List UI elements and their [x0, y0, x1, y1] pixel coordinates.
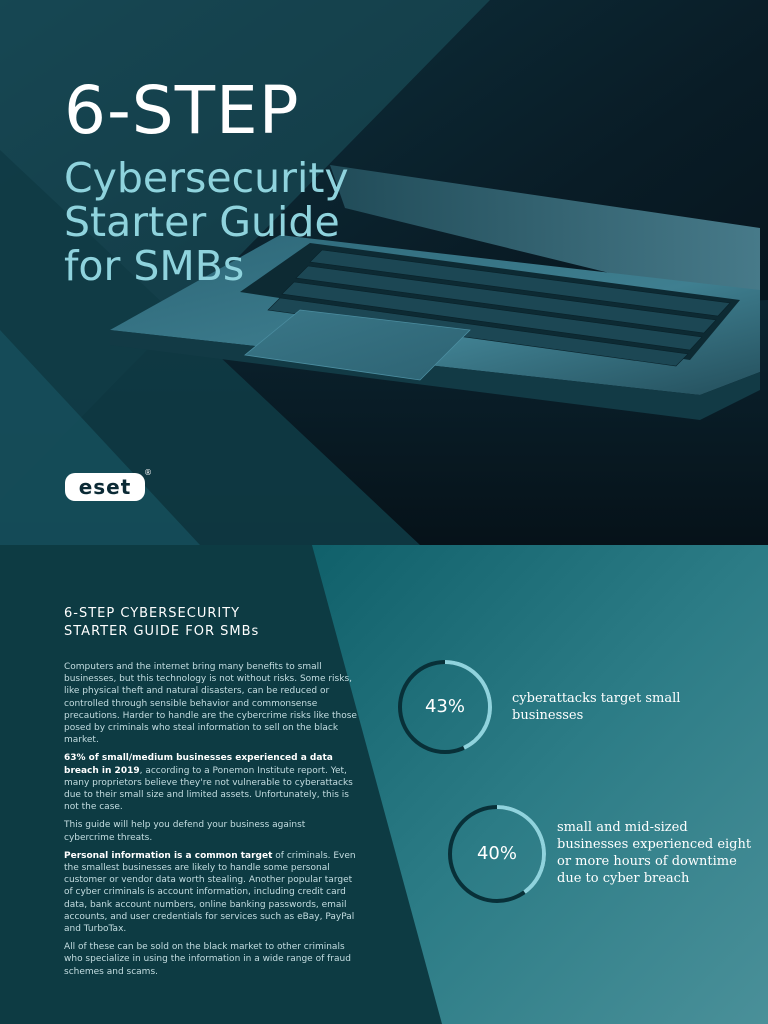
stat-description-line: or more hours of downtime	[557, 854, 737, 869]
intro-section	[0, 545, 768, 1024]
hero-title: 6-STEP	[64, 72, 300, 149]
eset-logo	[64, 467, 152, 503]
paragraph: Computers and the internet bring many benefits to small businesses, but this technology is not without risks. Some risks, like physical theft and natural disasters, can be reduced or controlled through sensible behavior and commonsense precautions. Harder to handle are the cybercrime risks like those posed by criminals who steal information to sell on the black market.	[64, 662, 357, 746]
stat-description-line: due to cyber breach	[557, 871, 690, 886]
paragraph: All of these can be sold on the black market to other criminals who specialize in using the information in a wide range of fraud schemes and scams.	[64, 942, 351, 977]
stat-percentage: 40%	[476, 843, 517, 864]
stat-card	[396, 658, 494, 756]
stat-description	[557, 819, 762, 891]
paragraph	[64, 850, 358, 935]
eset-logo-text: eset	[78, 475, 132, 499]
section-heading-line: 6-STEP CYBERSECURITY	[64, 606, 241, 621]
stat-card	[446, 803, 548, 905]
section-heading	[64, 605, 324, 641]
section-heading-line: STARTER GUIDE FOR SMBs	[64, 624, 260, 639]
body-text	[64, 661, 358, 984]
hero-subtitle-line: for SMBs	[64, 242, 245, 290]
stat-description-line: businesses experienced eight	[557, 837, 752, 852]
registered-mark: ®	[144, 468, 152, 477]
hero-subtitle-line: Starter Guide	[64, 198, 340, 246]
stat-description	[512, 690, 752, 730]
stat-description-line: small and mid-sized	[557, 820, 688, 835]
stat-description-line: businesses	[512, 708, 584, 723]
stat-percentage: 43%	[424, 696, 465, 717]
hero-subtitle	[64, 156, 394, 288]
paragraph-text: , according to a Ponemon Institute report. Yet, many proprietors believe they're not vulnerable to cyberattacks due to their small size and limited assets. Unfortunately, this is not the case.	[64, 765, 353, 813]
paragraph-highlight: Personal information is a common target	[64, 850, 273, 861]
stat-description-text	[557, 819, 751, 887]
paragraph-highlight: 63% of small/medium businesses experienced a data breach in 2019	[64, 753, 333, 776]
paragraph	[64, 752, 358, 813]
paragraph: This guide will help you defend your business against cybercrime threats.	[64, 820, 306, 843]
stat-description-line: cyberattacks target small	[512, 691, 681, 706]
stat-description-text	[512, 690, 680, 724]
paragraph-text: of criminals. Even the smallest businesses are likely to handle some personal customer or vendor data worth stealing. Another popular target of cyber criminals is account information, including credit card data, bank account numbers, online banking passwords, email accounts, and user credentials for services such as eBay, PayPal and TurboTax.	[64, 850, 356, 935]
hero-subtitle-line: Cybersecurity	[64, 154, 349, 202]
